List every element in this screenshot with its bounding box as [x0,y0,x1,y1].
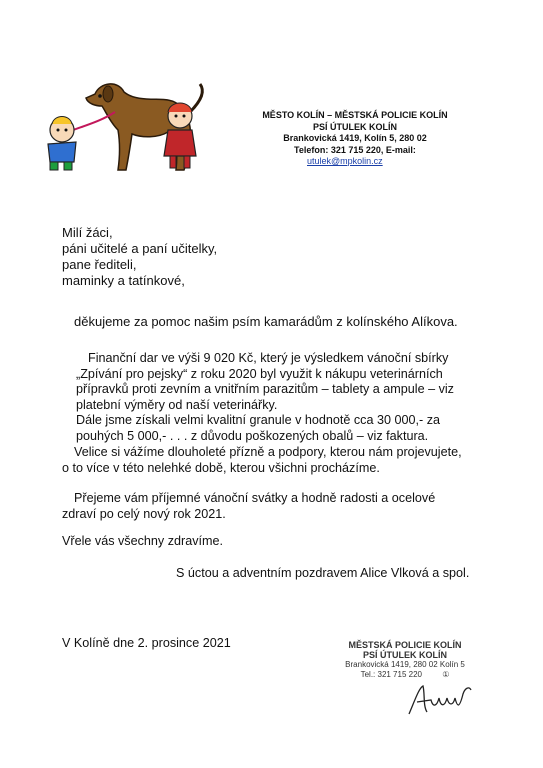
paragraph-line: o to více v této nelehké době, kterou všichni procházíme. [62,460,380,475]
paragraph-line: zdraví po celý nový rok 2021. [62,506,226,521]
letterhead [255,110,455,168]
paragraph-line: platební výměry od naší veterinářky. [76,397,278,412]
letterhead-line-2: PSÍ ÚTULEK KOLÍN [312,121,397,132]
letterhead-phone: Telefon: 321 715 220, E-mail: [294,144,416,155]
stamp-line-2: PSÍ ÚTULEK KOLÍN [362,650,447,660]
paragraph-line: přípravků proti zevním a vnitřním parazitům – tablety a ampule – viz [76,382,454,397]
paragraph-line: Velice si vážíme dlouholeté přízně a podpory, kterou nám projevujete, [74,445,462,459]
greeting-line: Milí žáci, [62,225,113,240]
paragraph-line: pouhých 5 000,- . . . z důvodu poškozených obalů – viz faktura. [76,428,429,443]
donation-paragraph [76,351,454,445]
official-stamp [340,640,470,680]
greeting-line: pane řediteli, [62,257,137,272]
stamp-line-1: MĚSTSKÁ POLICIE KOLÍN [348,640,462,650]
handwritten-signature-icon [405,680,475,720]
wishes-paragraph [62,491,435,522]
closing-signature-line: S úctou a adventním pozdravem Alice Vlková a spol. [176,566,470,580]
support-paragraph [62,445,462,476]
regards-line: Vřele vás všechny zdravíme. [62,534,223,548]
greeting-line: maminky a tatínkové, [62,273,185,288]
greeting-line: páni učitelé a paní učitelky, [62,241,218,256]
paragraph-line: Finanční dar ve výši 9 020 Kč, který je výsledkem vánoční sbírky [88,351,449,365]
place-date: V Kolíně dne 2. prosince 2021 [62,636,231,650]
email-link[interactable]: utulek@mpkolin.cz [307,156,383,166]
thanks-paragraph: děkujeme za pomoc našim psím kamarádům z kolínského Alíkova. [74,314,458,329]
stamp-phone: Tel.: 321 715 220 ① [360,670,450,679]
greeting [62,225,217,289]
stamp-address: Brankovická 1419, 280 02 Kolín 5 [345,660,465,669]
paragraph-line: Přejeme vám příjemné vánoční svátky a hodně radosti a ocelové [74,491,436,505]
paragraph-line: „Zpívání pro pejsky“ z roku 2020 byl využit k nákupu veterinárních [76,366,443,381]
letterhead-line-1: MĚSTO KOLÍN – MĚSTSKÁ POLICIE KOLÍN [262,110,448,120]
paragraph-line: Dále jsme získali velmi kvalitní granule v hodnotě cca 30 000,- za [76,413,440,428]
shelter-logo-dog-children-icon [40,72,220,172]
letterhead-address: Brankovická 1419, Kolín 5, 280 02 [283,133,427,143]
